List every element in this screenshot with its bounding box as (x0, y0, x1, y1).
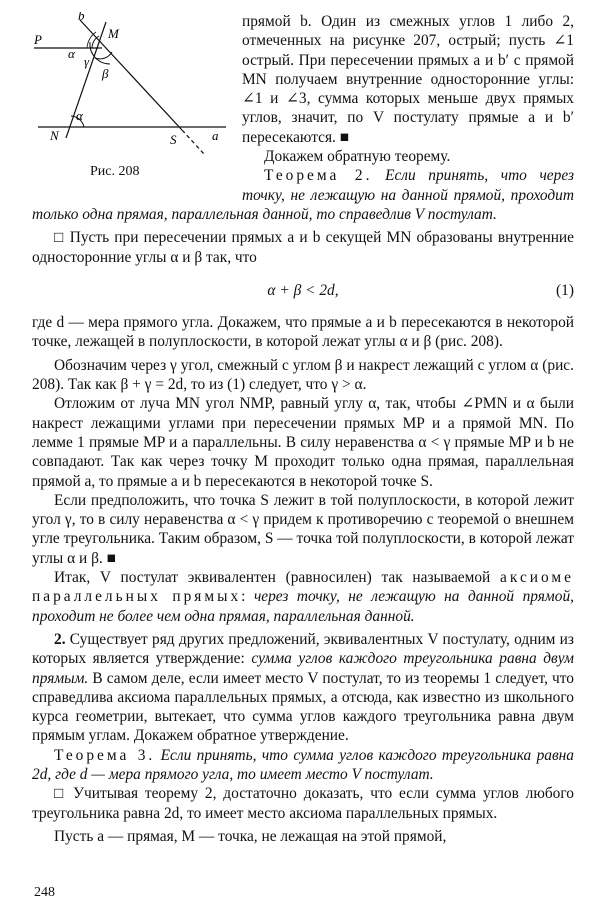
proof-intro: □ Пусть при пересечении прямых a и b секущей MN образованы внутренние односторонние углы α и β так, что (32, 229, 574, 266)
figure-208-drawing (32, 12, 232, 162)
paragraph-conclusion (32, 568, 574, 626)
paragraph-continuation: прямой b. Один из смежных углов 1 либо 2, отмеченных на рисунке 207, острый; пусть ∠1 острый. При пересечении прямых a и b′ с прямой MN получаем внутренние односторонние углы: ∠1 и ∠3, сумма которых меньше двух прямых углов, значит, по V постулату прямые a и b′ пересекаются. ■ (242, 13, 574, 146)
section-2-text-a: Существует ряд других предложений, эквивалентных V постулату, одним из которых является утверждение: (32, 630, 574, 668)
label-m: M (108, 26, 119, 41)
secant-mn (66, 22, 106, 138)
label-n: N (50, 128, 59, 143)
line-b-extension (182, 130, 204, 154)
label-p: P (34, 32, 42, 47)
figure-caption: Рис. 208 (90, 164, 140, 179)
label-gamma: γ (84, 54, 90, 69)
line-b (80, 20, 182, 130)
conclusion-start: Итак, V постулат эквивалентен (равносилен) так называемой (54, 569, 491, 587)
label-alpha-top: α (68, 46, 75, 61)
section-2-text-b: В самом деле, если имеет место V постулат, то из теоремы 1 следует, что справедлива аксиома параллельных прямых, а отсюда, как известно из школьного курса геометрии, вытекает, что сумма углов каждого треугольника равна двум прямым углам. Докажем обратное утверждение. (32, 669, 574, 745)
proof-3: □ Учитывая теорему 2, достаточно доказать, что если сумма углов любого треугольника равна 2d, то имеет место аксиома параллельных прямых. (32, 785, 574, 822)
paragraph-ray: Отложим от луча MN угол NMP, равный углу α, так, чтобы ∠PMN и α были накрест лежащими углами при пересечении прямых MP и a прямой MN. По лемме 1 прямые MP и a параллельны. В силу неравенства α < γ прямые MP и b не совпадают. Так как через точку M проходит только одна прямая, параллельная прямой a, то прямые a и b пересекаются в некоторой точке S. (32, 395, 574, 490)
arc-beta (95, 52, 112, 59)
theorem-3-label: Теорема 3. (54, 746, 156, 764)
section-2-italic: сумма углов каждого треугольника равна двум прямым. (32, 650, 574, 687)
label-alpha-bottom: α (76, 108, 83, 123)
label-a: a (212, 128, 219, 143)
page-body (32, 12, 574, 846)
figure-208 (32, 12, 232, 190)
formula-1 (32, 281, 574, 300)
conclusion-colon: : (241, 588, 246, 606)
formula-number: (1) (556, 281, 574, 299)
paragraph-after-formula: где d — мера прямого угла. Докажем, что прямые a и b пересекаются в некоторой точке, лежащей в полуплоскости, в которой лежат углы α и β (рис. 208). (32, 314, 574, 351)
conclusion-italic: через точку, не лежащую на данной прямой, проходит не более чем одна прямая, параллельная данной. (32, 588, 574, 625)
label-b: b (78, 12, 85, 23)
section-2 (32, 630, 574, 746)
conclusion-spaced: аксиоме параллельных прямых (32, 569, 574, 606)
theorem-2-text: Если принять, что через точку, не лежащую на данной прямой, проходит только одна прямая, параллельная данной, то справедлив V постулат. (32, 167, 574, 223)
theorem-3 (32, 746, 574, 785)
label-s: S (170, 132, 177, 147)
formula-expression: α + β < 2d, (267, 281, 339, 299)
last-line: Пусть a — прямая, M — точка, не лежащая на этой прямой, (54, 827, 447, 845)
theorem-2-label: Теорема 2. (264, 167, 373, 185)
paragraph-gamma: Обозначим через γ угол, смежный с углом β и накрест лежащий с углом α (рис. 208). Так как β + γ = 2d, то из (1) следует, что γ > α. (32, 356, 574, 394)
section-2-number: 2. (54, 630, 66, 648)
page-number: 248 (34, 885, 55, 900)
paragraph-suppose: Если предположить, что точка S лежит в той полуплоскости, в которой лежит угол γ, то в силу неравенства α < γ придем к противоречию с теоремой о внешнем угле треугольника. Таким образом, S — точка той полуплоскости, в которой лежат углы α и β. ■ (32, 491, 574, 567)
label-beta: β (102, 66, 109, 81)
paragraph-converse: Докажем обратную теорему. (264, 148, 451, 166)
theorem-3-text: Если принять, что сумма углов каждого треугольника равна 2d, где d — мера прямого угла, то имеет место V постулат. (32, 746, 574, 783)
